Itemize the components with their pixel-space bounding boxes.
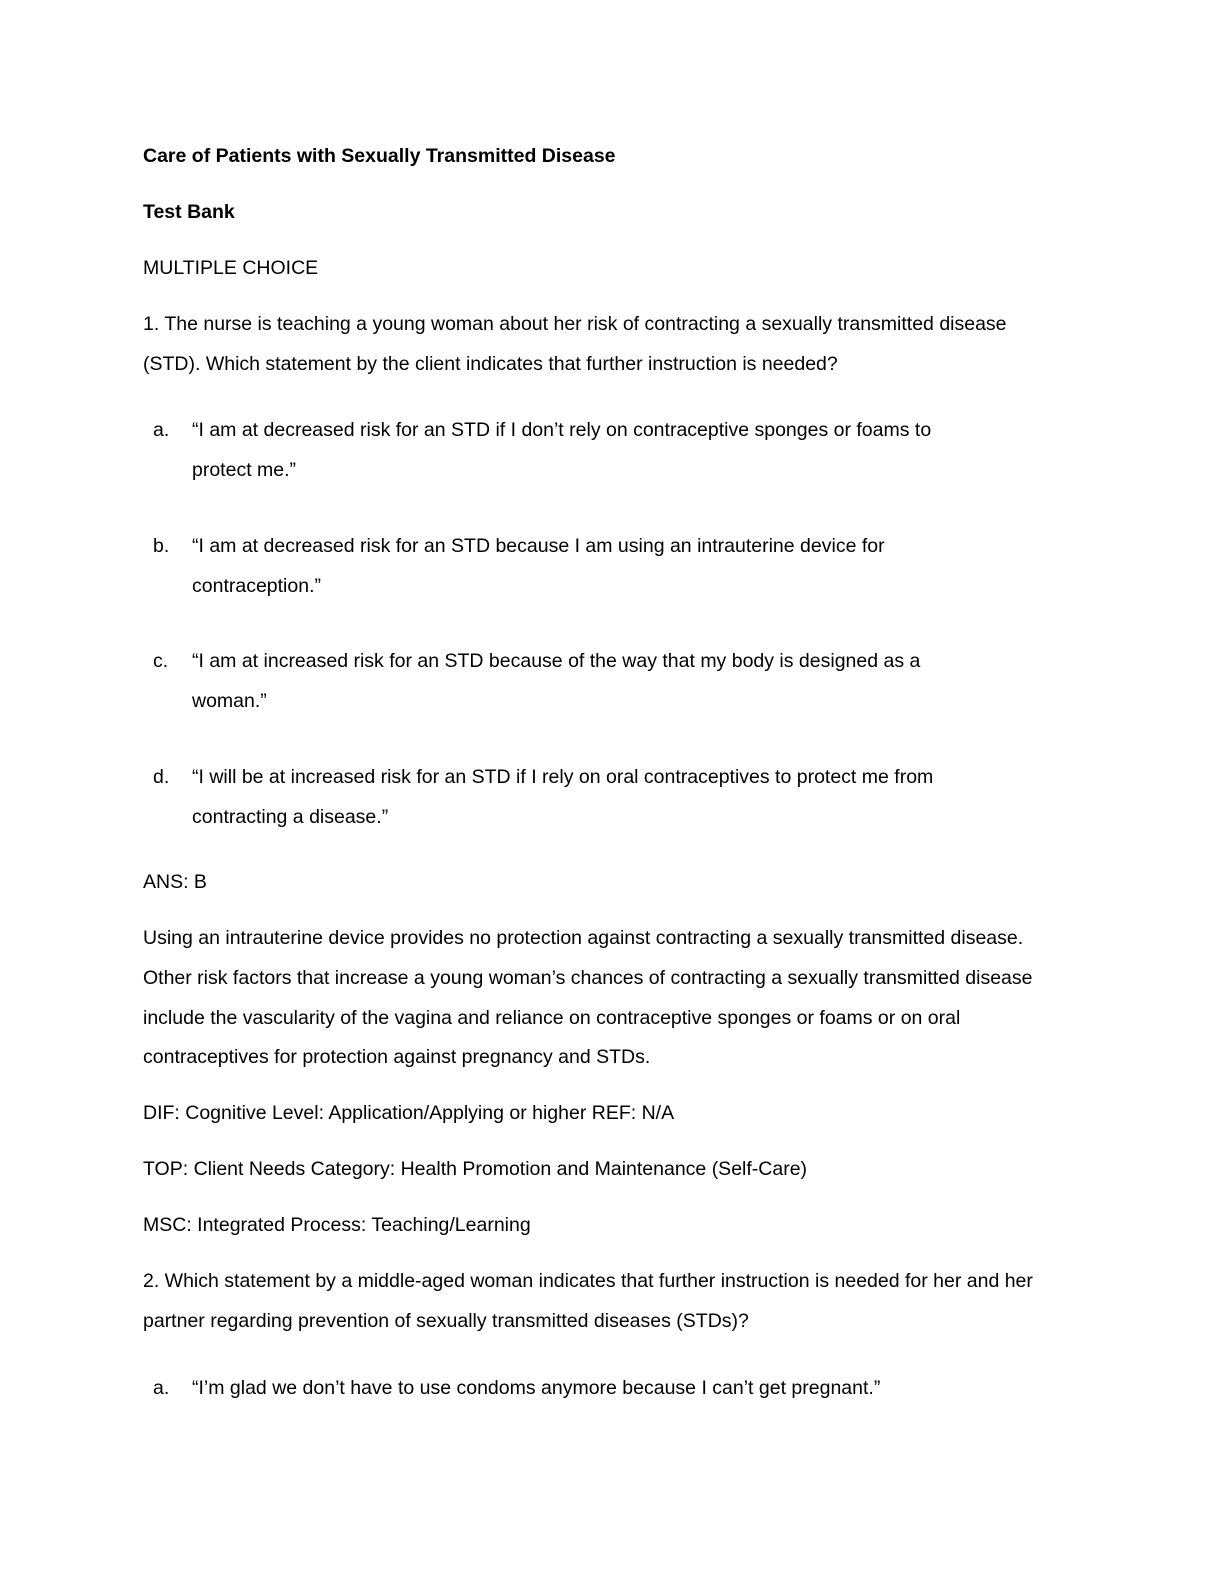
option-text: contraception.” <box>192 575 321 597</box>
option-text: contracting a disease.” <box>192 806 389 828</box>
rationale-line: Using an intrauterine device provides no protection against contracting a sexually transmitted disease. <box>143 927 1024 949</box>
difficulty-meta: DIF: Cognitive Level: Application/Applying or higher REF: N/A <box>143 1102 675 1124</box>
option-letter: d. <box>153 766 170 788</box>
option-letter: b. <box>153 535 170 557</box>
question-stem: partner regarding prevention of sexually transmitted diseases (STDs)? <box>143 1310 749 1332</box>
question-stem: 2. Which statement by a middle-aged woman indicates that further instruction is needed for her and her <box>143 1270 1033 1292</box>
option-text: “I am at decreased risk for an STD if I don’t rely on contraceptive sponges or foams to <box>192 419 932 441</box>
option-letter: c. <box>153 650 169 672</box>
option-text: “I will be at increased risk for an STD if I rely on oral contraceptives to protect me from <box>192 766 934 788</box>
document-title: Care of Patients with Sexually Transmitted Disease <box>143 145 616 167</box>
topic-meta: TOP: Client Needs Category: Health Promotion and Maintenance (Self-Care) <box>143 1158 808 1180</box>
question-stem: (STD). Which statement by the client indicates that further instruction is needed? <box>143 353 838 375</box>
document-subtitle: Test Bank <box>143 201 235 223</box>
option-text: “I am at decreased risk for an STD because I am using an intrauterine device for <box>192 535 885 557</box>
section-heading: MULTIPLE CHOICE <box>143 257 319 279</box>
option-letter: a. <box>153 419 170 441</box>
option-text: protect me.” <box>192 459 297 481</box>
answer-key: ANS: B <box>143 871 207 893</box>
rationale-line: contraceptives for protection against pregnancy and STDs. <box>143 1046 651 1068</box>
option-text: “I’m glad we don’t have to use condoms anymore because I can’t get pregnant.” <box>192 1377 881 1399</box>
rationale-line: include the vascularity of the vagina and reliance on contraceptive sponges or foams or on oral <box>143 1007 961 1029</box>
option-text: “I am at increased risk for an STD because of the way that my body is designed as a <box>192 650 921 672</box>
option-text: woman.” <box>192 690 267 712</box>
rationale-line: Other risk factors that increase a young woman’s chances of contracting a sexually transmitted disease <box>143 967 1033 989</box>
question-stem: 1. The nurse is teaching a young woman about her risk of contracting a sexually transmitted disease <box>143 313 1007 335</box>
misc-meta: MSC: Integrated Process: Teaching/Learning <box>143 1214 531 1236</box>
option-letter: a. <box>153 1377 170 1399</box>
